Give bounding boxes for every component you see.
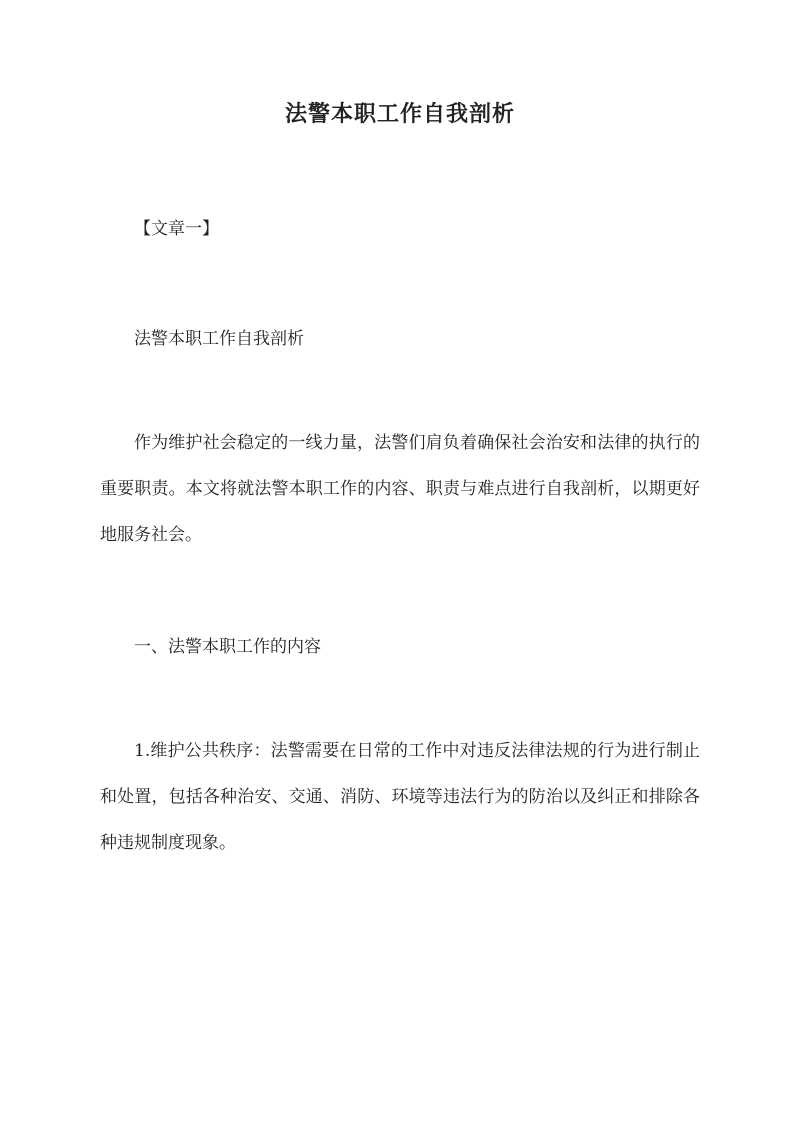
document-title: 法警本职工作自我剖析 <box>284 101 515 127</box>
article-label: 【文章一】 <box>134 219 219 239</box>
section-heading: 一、法警本职工作的内容 <box>134 637 321 657</box>
list-item-paragraph: 1.维护公共秩序：法警需要在日常的工作中对违反法律法规的行为进行制止和处置，包括各种治安、交通、消防、环境等违法行为的防治以及纠正和排除各种违规制度现象。 <box>100 741 700 853</box>
article-subtitle: 法警本职工作自我剖析 <box>134 329 304 349</box>
intro-paragraph: 作为维护社会稳定的一线力量，法警们肩负着确保社会治安和法律的执行的重要职责。本文将就法警本职工作的内容、职责与难点进行自我剖析，以期更好地服务社会。 <box>100 433 700 545</box>
